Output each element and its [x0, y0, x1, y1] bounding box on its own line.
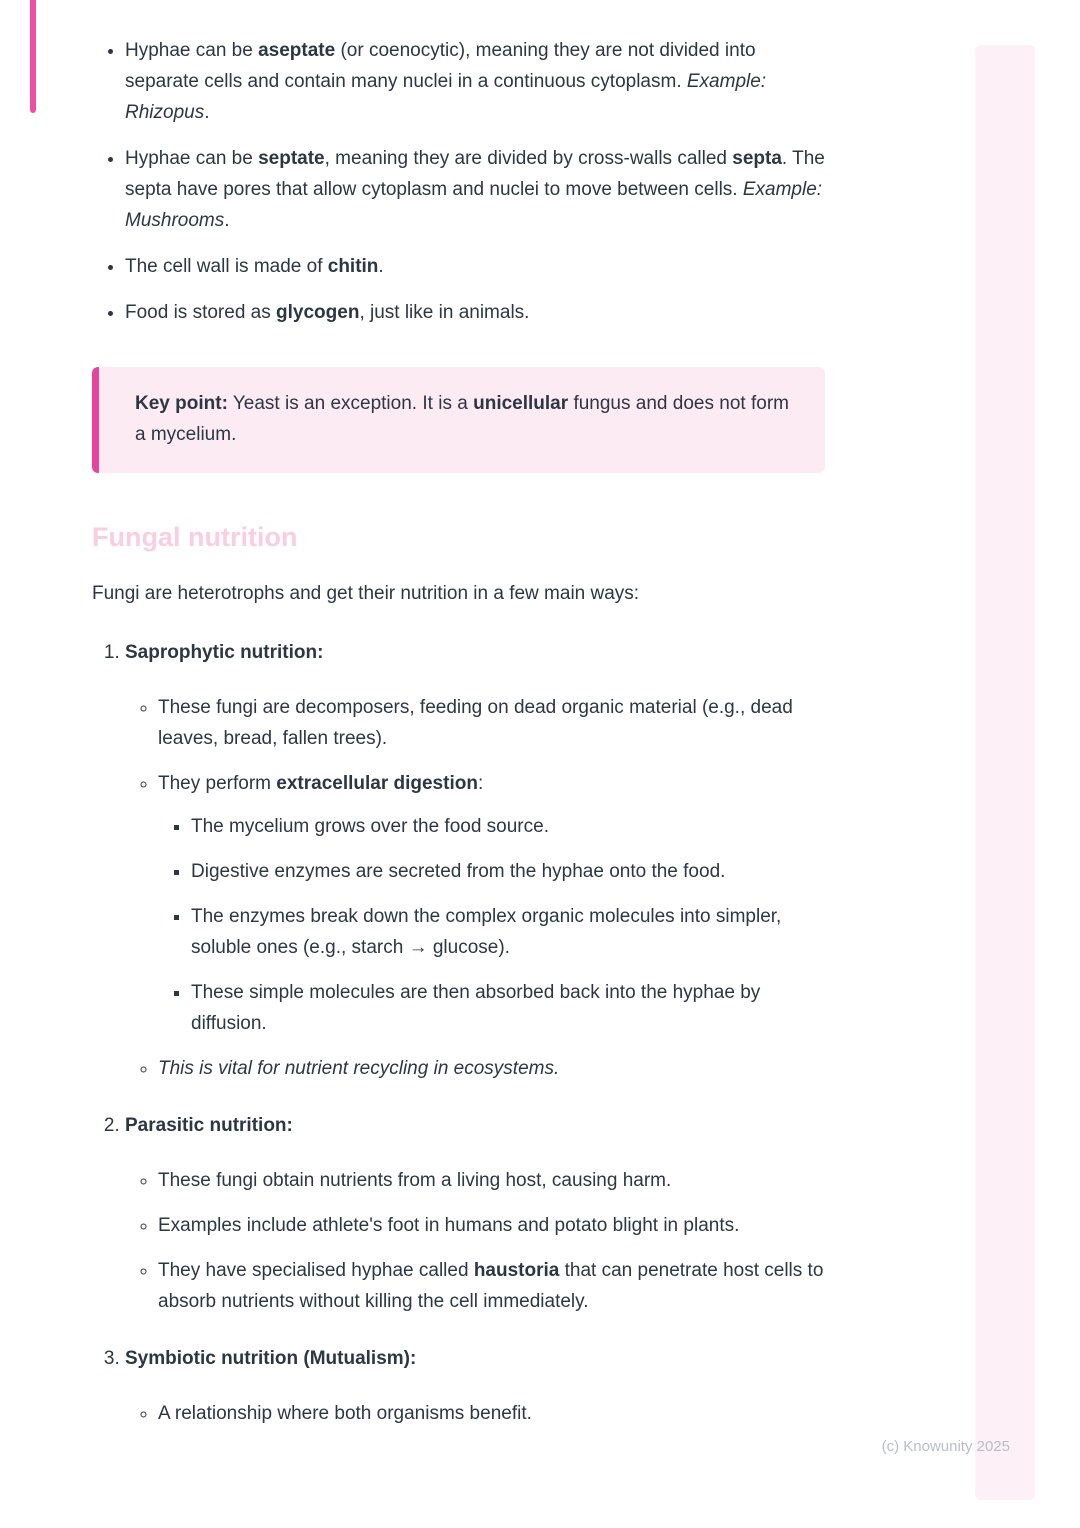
bullet-item: • Hyphae can be septate, meaning they are divided by cross-walls called septa. The septa have pores that allow cytoplasm and nuclei to move between cells. Example: Mushrooms. — [125, 144, 825, 237]
bullet-item: ▪ These simple molecules are then absorbed back into the hyphae by diffusion. — [191, 978, 825, 1040]
bullet-item: ◦ This is vital for nutrient recycling in ecosystems. — [158, 1054, 825, 1085]
copyright-footer: (c) Knowunity 2025 — [881, 1438, 1010, 1455]
bullet-text: They perform extracellular digestion: — [158, 772, 484, 794]
key-point-text: Key point: Yeast is an exception. It is a unicellular fungus and does not form a mycelium. — [135, 392, 789, 445]
bullet-item: • Food is stored as glycogen, just like in animals. — [125, 298, 825, 329]
numbered-item-saprophytic — [125, 638, 825, 1085]
numbered-item-title: Saprophytic nutrition: — [125, 642, 324, 664]
page-margin-strip — [975, 45, 1035, 1500]
section-heading-fungal-nutrition: Fungal nutrition — [92, 521, 298, 552]
bullet-item: ◦ Examples include athlete's foot in humans and potato blight in plants. — [158, 1211, 825, 1242]
page-edge-accent-bar — [30, 0, 36, 113]
key-point-callout — [92, 367, 825, 473]
nutrition-methods-list — [92, 638, 825, 1429]
bullet-item: ◦ They have specialised hyphae called haustoria that can penetrate host cells to absorb nutrients without killing the cell immediately. — [158, 1256, 825, 1318]
extracellular-digestion-steps — [158, 812, 825, 1040]
bullet-item: ◦ These fungi obtain nutrients from a living host, causing harm. — [158, 1166, 825, 1197]
bullet-item: ▪ The enzymes break down the complex organic molecules into simpler, soluble ones (e.g., starch → glucose). — [191, 902, 825, 964]
numbered-item-title: Symbiotic nutrition (Mutualism): — [125, 1347, 417, 1369]
numbered-item-title: Parasitic nutrition: — [125, 1114, 293, 1136]
bullet-item: ◦ A relationship where both organisms benefit. — [158, 1399, 825, 1430]
symbiotic-bullet-list — [125, 1399, 825, 1430]
hyphae-bullet-list — [92, 36, 825, 329]
numbered-item-symbiotic — [125, 1344, 825, 1430]
parasitic-bullet-list — [125, 1166, 825, 1318]
bullet-item — [158, 769, 825, 1040]
intro-paragraph: Fungi are heterotrophs and get their nutrition in a few main ways: — [92, 583, 640, 605]
bullet-item: • Hyphae can be aseptate (or coenocytic), meaning they are not divided into separate cells and contain many nuclei in a continuous cytoplasm. Example: Rhizopus. — [125, 36, 825, 129]
saprophytic-bullet-list — [125, 693, 825, 1085]
numbered-item-parasitic — [125, 1111, 825, 1318]
bullet-item: ▪ Digestive enzymes are secreted from the hyphae onto the food. — [191, 857, 825, 888]
bullet-item: ◦ These fungi are decomposers, feeding on dead organic material (e.g., dead leaves, bread, fallen trees). — [158, 693, 825, 755]
bullet-item: ▪ The mycelium grows over the food source. — [191, 812, 825, 843]
bullet-item: • The cell wall is made of chitin. — [125, 252, 825, 283]
